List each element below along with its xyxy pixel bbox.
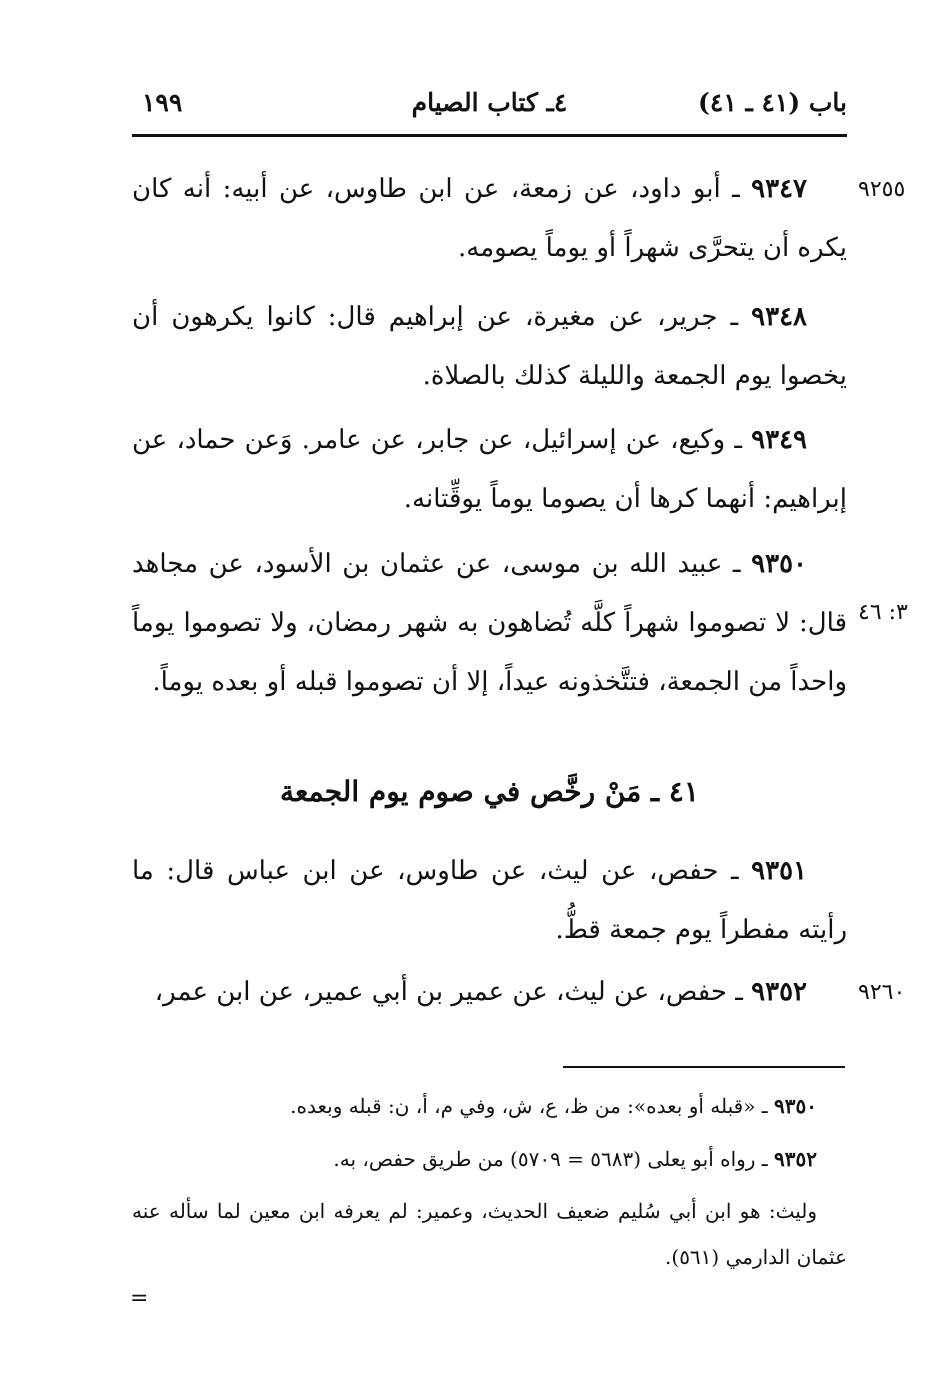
page-header bbox=[132, 88, 847, 128]
hadith-text: ـ جرير، عن مغيرة، عن إبراهيم قال: كانوا يكرهون أن يخصوا يوم الجمعة والليلة كذلك بالصلاة. bbox=[132, 302, 847, 391]
hadith-text: ـ حفص، عن ليث، عن طاوس، عن ابن عباس قال: ما رأيته مفطراً يوم جمعة قطُّ. bbox=[132, 856, 847, 945]
hadith-paragraph bbox=[132, 288, 847, 406]
book-title: ٤ـ كتاب الصيام bbox=[411, 88, 568, 117]
footnote-number: ٩٣٥٢ bbox=[774, 1147, 817, 1171]
hadith-number: ٩٣٥٠ bbox=[751, 549, 807, 579]
footnote bbox=[132, 1136, 847, 1182]
hadith-paragraph bbox=[132, 963, 847, 1022]
margin-note: ٩٢٥٥ bbox=[858, 177, 906, 202]
footnote-text: وليث: هو ابن أبي سُليم ضعيف الحديث، وعمير: لم يعرفه ابن معين لما سأله عنه عثمان الدارمي (٥٦١). bbox=[132, 1199, 847, 1269]
hadith-text: ـ وكيع، عن إسرائيل، عن جابر، عن عامر. وَعن حماد، عن إبراهيم: أنهما كرها أن يصوما يوماً يوقِّتانه. bbox=[132, 425, 847, 514]
margin-note: ٩٢٦٠ bbox=[858, 980, 906, 1005]
section-title: ٤١ ـ مَنْ رخَّص في صوم يوم الجمعة bbox=[280, 775, 699, 808]
footnote-rule bbox=[563, 1066, 845, 1068]
continuation-mark: = bbox=[130, 1286, 149, 1311]
hadith-text: ـ حفص، عن ليث، عن عمير بن أبي عمير، عن ابن عمر، bbox=[154, 977, 752, 1007]
hadith-paragraph bbox=[132, 842, 847, 960]
footnote-text: ـ رواه أبو يعلى (٥٦٨٣ = ٥٧٠٩) من طريق حفص، به. bbox=[333, 1147, 775, 1171]
hadith-paragraph bbox=[132, 160, 847, 278]
hadith-number: ٩٣٥١ bbox=[751, 856, 807, 886]
hadith-text: ـ عبيد الله بن موسى، عن عثمان بن الأسود، عن مجاهد قال: لا تصوموا شهراً كلَّه تُضاهون به شهر رمضان، ولا تصوموا يوماً واحداً من الجمعة، فتتَّخذونه عيداً، إلا أن تصوموا قبله أو بعده يوماً. bbox=[132, 549, 847, 697]
footnote bbox=[132, 1188, 847, 1280]
margin-note: ٣: ٤٦ bbox=[858, 600, 908, 625]
footnote-text: ـ «قبله أو بعده»: من ظ، ع، ش، وفي م، أ، ن: قبله وبعده. bbox=[290, 1094, 775, 1118]
page-number: ١٩٩ bbox=[142, 88, 183, 117]
hadith-text: ـ أبو داود، عن زمعة، عن ابن طاوس، عن أبيه: أنه كان يكره أن يتحرَّى شهراً أو يوماً يصومه. bbox=[132, 174, 847, 263]
hadith-number: ٩٣٤٧ bbox=[751, 174, 807, 204]
chapter-range: باب (٤١ ـ ٤١) bbox=[698, 88, 847, 117]
footnote-number: ٩٣٥٠ bbox=[774, 1094, 817, 1118]
hadith-number: ٩٣٤٩ bbox=[751, 425, 807, 455]
hadith-number: ٩٣٥٢ bbox=[751, 977, 807, 1007]
hadith-paragraph bbox=[132, 535, 847, 712]
hadith-paragraph bbox=[132, 411, 847, 529]
header-rule bbox=[132, 134, 847, 137]
hadith-number: ٩٣٤٨ bbox=[751, 302, 807, 332]
footnote bbox=[132, 1083, 847, 1129]
